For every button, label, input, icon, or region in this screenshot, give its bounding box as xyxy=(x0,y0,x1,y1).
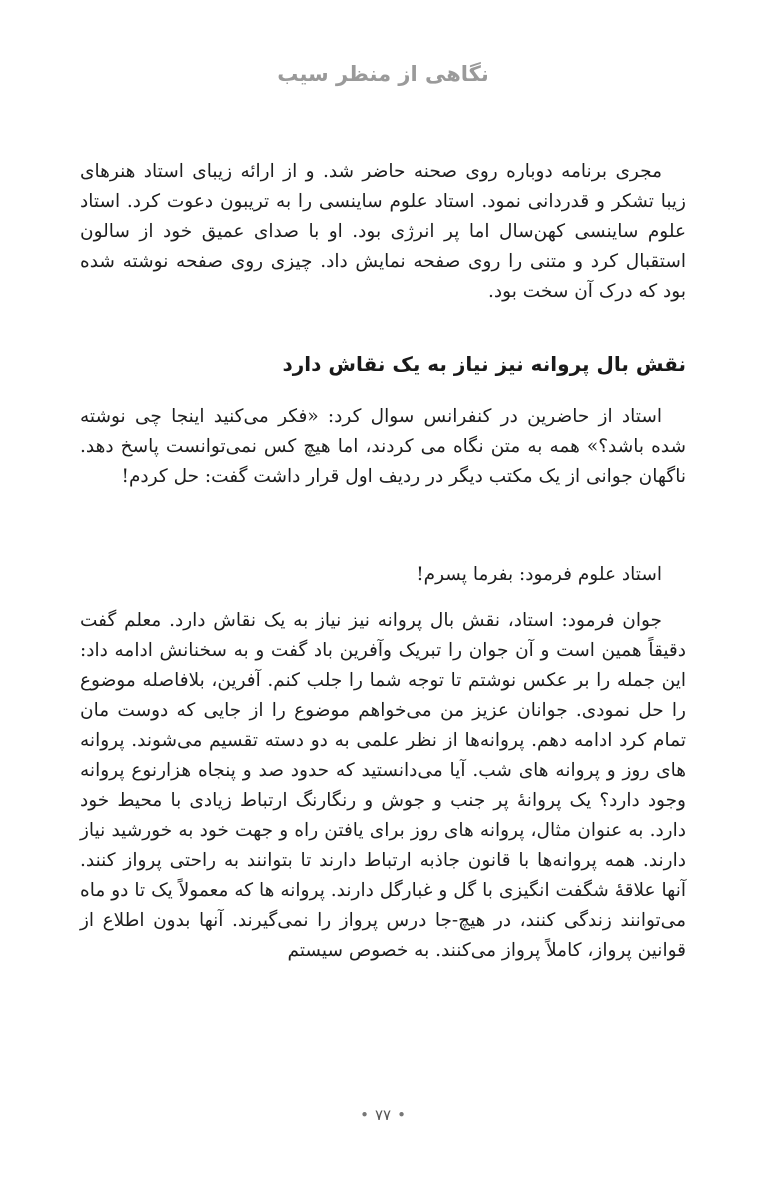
folio-dot-icon: • xyxy=(397,1106,406,1124)
paragraph-3: استاد علوم فرمود: بفرما پسرم! xyxy=(416,564,662,585)
paragraph-1: مجری برنامه دوباره روی صحنه حاضر شد. و از ارائه زیبای استاد هنرهای زیبا تشکر و قدردانی نمود. استاد علوم ساینسی را به تریبون دعوت کرد. استاد علوم ساینسی کهن‌سال اما پر انرژی بود. او با صدای عمیق خود از سالون استقبال کرد و متنی را روی صفحه نمایش داد. چیزی روی صفحه نوشته شده بود که درک آن سخت بود. xyxy=(80,161,686,302)
page-number: ۷۷ xyxy=(374,1106,392,1124)
paragraph-4: جوان فرمود: استاد، نقش بال پروانه نیز نیاز به یک نقاش دارد. معلم گفت دقیقاً همین است و آن جوان را تبریک وآفرین باد گفت و به سخنانش ادامه داد: این جمله را بر عکس نوشتم تا توجه شما را جلب کنم. آفرین، بلافاصله موضوع را حل نمودی. جوانان عزیز من می‌خواهم موضوع را از جایی که دوست مان تمام کرد ادامه دهم. پروانه‌ها از نظر علمی به دو دسته تقسیم می‌شوند. پروانه های روز و پروانه های شب. آیا می‌دانستید که حدود صد و پنجاه هزارنوع پروانه وجود دارد؟ یک پروانۀ پر جنب و جوش و رنگارنگ ارتباط زیادی با محیط خود دارد. به عنوان مثال، پروانه های روز برای یافتن راه و جهت خود به خورشید نیاز دارند. همه پروانه‌ها با قانون جاذبه ارتباط دارند تا بتوانند به راحتی پرواز کنند. آنها علاقۀ شگفت انگیزی با گل و غبارگل دارند. پروانه ها که معمولاً یک تا دو ماه می‌توانند زندگی کنند، در هیچ-جا درس پرواز را نمی‌گیرند. آنها بدون اطلاع از قوانین پرواز، کاملاً پرواز می‌کنند. به خصوص سیستم xyxy=(80,610,686,961)
folio-dot-icon: • xyxy=(360,1106,369,1124)
running-title: نگاهی از منظر سیب xyxy=(277,62,489,86)
page-number-footer xyxy=(0,1106,766,1124)
section-heading: نقش بال پروانه نیز نیاز به یک نقاش دارد xyxy=(282,352,686,376)
paragraph-2: استاد از حاضرین در کنفرانس سوال کرد: «فکر می‌کنید اینجا چی نوشته شده باشد؟» همه به متن نگاه می کردند، اما هیچ کس نمی‌توانست پاسخ دهد. ناگهان جوانی از یک مکتب دیگر در ردیف اول قرار داشت گفت: حل کردم! xyxy=(80,406,686,487)
